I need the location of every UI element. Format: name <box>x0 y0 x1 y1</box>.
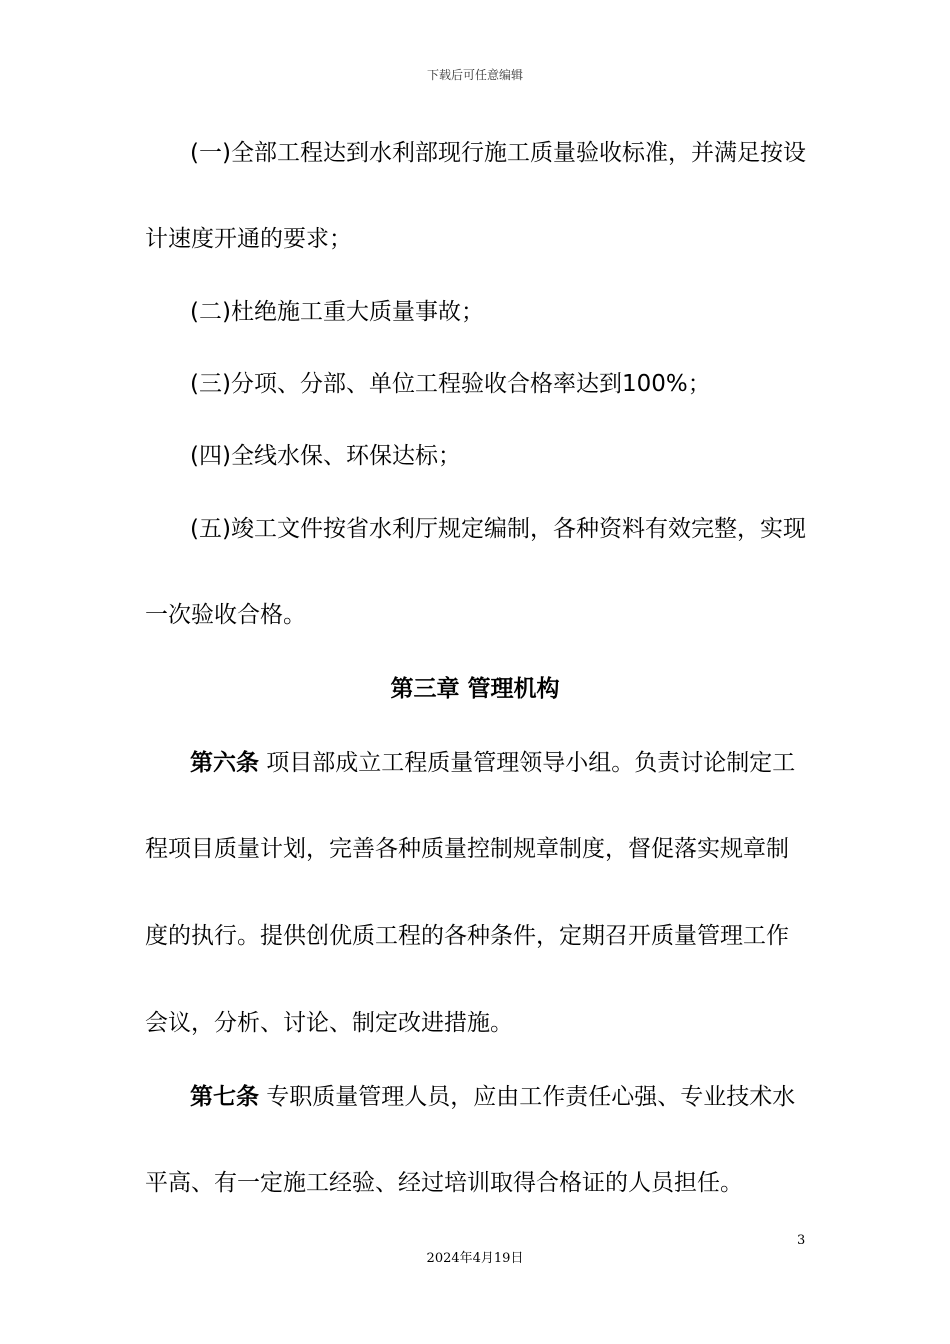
article-6-label: 第六条 <box>190 750 259 776</box>
paragraph-1-line-2: 计速度开通的要求； <box>145 226 352 252</box>
article-7-label: 第七条 <box>190 1084 259 1110</box>
article-6-line-3: 度的执行。提供创优质工程的各种条件，定期召开质量管理工作 <box>145 923 789 949</box>
paragraph-3: (三)分项、分部、单位工程验收合格率达到100%； <box>190 371 711 397</box>
footer-date: 2024年4月19日 <box>426 1251 524 1266</box>
article-6-text: 项目部成立工程质量管理领导小组。负责讨论制定工 <box>259 750 796 776</box>
article-7-line-1 <box>190 1082 795 1112</box>
article-6-line-4: 会议，分析、讨论、制定改进措施。 <box>145 1010 513 1036</box>
article-7-line-2: 平高、有一定施工经验、经过培训取得合格证的人员担任。 <box>145 1170 743 1196</box>
article-6-line-1 <box>190 748 795 778</box>
page-header: 下载后可任意编辑 <box>426 68 523 82</box>
paragraph-1-line-1: (一)全部工程达到水利部现行施工质量验收标准，并满足按设 <box>190 140 806 166</box>
article-7-text: 专职质量管理人员，应由工作责任心强、专业技术水 <box>259 1084 796 1110</box>
paragraph-4: (四)全线水保、环保达标； <box>190 443 461 469</box>
page-number: 3 <box>797 1233 806 1248</box>
chapter-title: 第三章 管理机构 <box>390 676 560 702</box>
article-6-line-2: 程项目质量计划，完善各种质量控制规章制度，督促落实规章制 <box>145 836 789 862</box>
paragraph-2: (二)杜绝施工重大质量事故； <box>190 299 484 325</box>
paragraph-5-line-1: (五)竣工文件按省水利厅规定编制，各种资料有效完整，实现 <box>190 516 806 542</box>
paragraph-5-line-2: 一次验收合格。 <box>145 602 306 628</box>
